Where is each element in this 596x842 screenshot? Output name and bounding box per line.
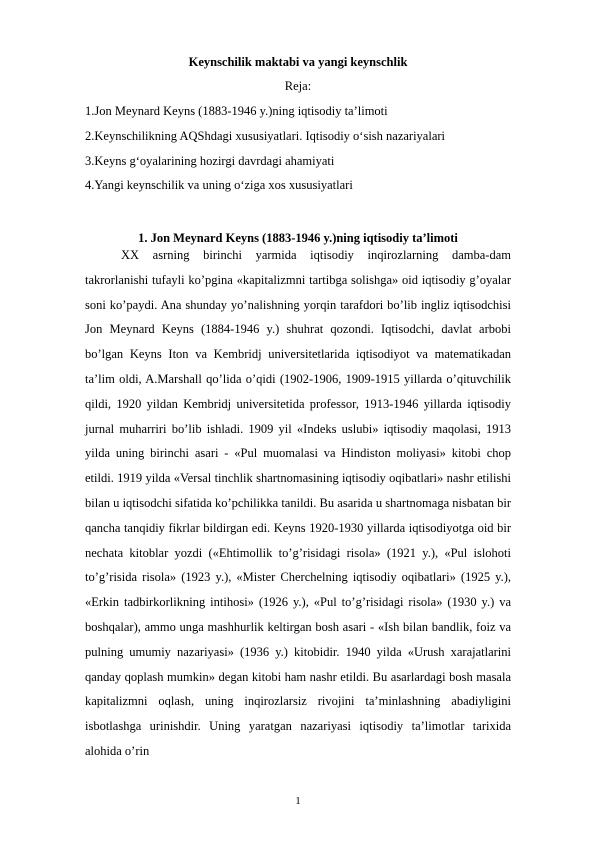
plan-item: 2.Keynschilikning AQShdagi xususiyatlari. Iqtisodiy o‘sish nazariyalari <box>85 128 446 143</box>
page-number: 1 <box>295 795 301 807</box>
plan-item: 3.Keyns g‘oyalarining hozirgi davrdagi ahamiyati <box>85 153 335 168</box>
plan-item: 4.Yangi keynschilik va uning o‘ziga xos xususiyatlari <box>85 178 353 193</box>
body-paragraph: XX asrning birinchi yarmida iqtisodiy inqirozlarning damba-dam takrorlanishi tufayli ko’pgina «kapitalizmni tartibga solishga» oid iqtisodiy g’oyalar soni ko’paydi. Ana shunday yo’nalishning yorqin tarafdori bo’lib ingliz iqtisodchisi Jon Meynard Keyns (1884-1946 y.) shuhrat qozondi. Iqtisodchi, davlat arbobi bo’lgan Keyns Iton va Kembridj universitetlarida iqtisodiyot va matematikadan ta’lim oldi, A.Marshall qo’lida o’qidi (1902-1906, 1909-1915 yillarda o’qituvchilik qildi, 1920 yildan Kembridj universitetida professor, 1913-1946 yillarda iqtisodiy jurnal muharriri bo’lib ishladi. 1909 yil «Indeks uslubi» iqtisodiy maqolasi, 1913 yilda uning birinchi asari - «Pul muomalasi va Hindiston moliyasi» kitobi chop etildi. 1919 yilda «Versal tinchlik shartnomasining iqtisodiy oqibatlari» nashr etilishi bilan u iqtisodchi sifatida ko’pchilikka tanildi. Bu asarida u shartnomaga nisbatan bir qancha tanqidiy fikrlar bildirgan edi. Keyns 1920-1930 yillarda iqtisodiyotga oid bir nechata kitoblar yozdi («Ehtimollik to’g’risidagi risola» (1921 y.), «Pul islohoti to’g’risida risola» (1923 y.), «Mister Cherchelning iqtisodiy oqibatlari» (1925 y.), «Erkin tadbirkorlikning intihosi» (1926 y.), «Pul to’g’risidagi risola» (1930 y.) va boshqalar), ammo unga mashhurlik keltirgan bosh asari - «Ish bilan bandlik, foiz va pulning umumiy nazariyasi» (1936 y.) kitobidir. 1940 yilda «Urush xarajatlarini qanday qoplash mumkin» degan kitobi ham nashr etildi. Bu asarlardagi bosh masala kapitalizmni oqlash, uning inqirozlarsiz rivojini ta’minlashning abadiyligini isbotlashga urinishdir. Uning yaratgan nazariyasi iqtisodiy ta’limotlar tarixida alohida o’rin <box>85 248 511 758</box>
plan-heading: Reja: <box>284 79 312 93</box>
plan-list <box>85 99 545 198</box>
section-heading: 1. Jon Meynard Keyns (1883-1946 y.)ning iqtisodiy ta’limoti <box>138 231 458 245</box>
document-title: Keynschilik maktabi va yangi keynschlik <box>188 55 408 69</box>
plan-item: 1.Jon Meynard Keyns (1883-1946 y.)ning iqtisodiy ta’limoti <box>85 104 388 118</box>
